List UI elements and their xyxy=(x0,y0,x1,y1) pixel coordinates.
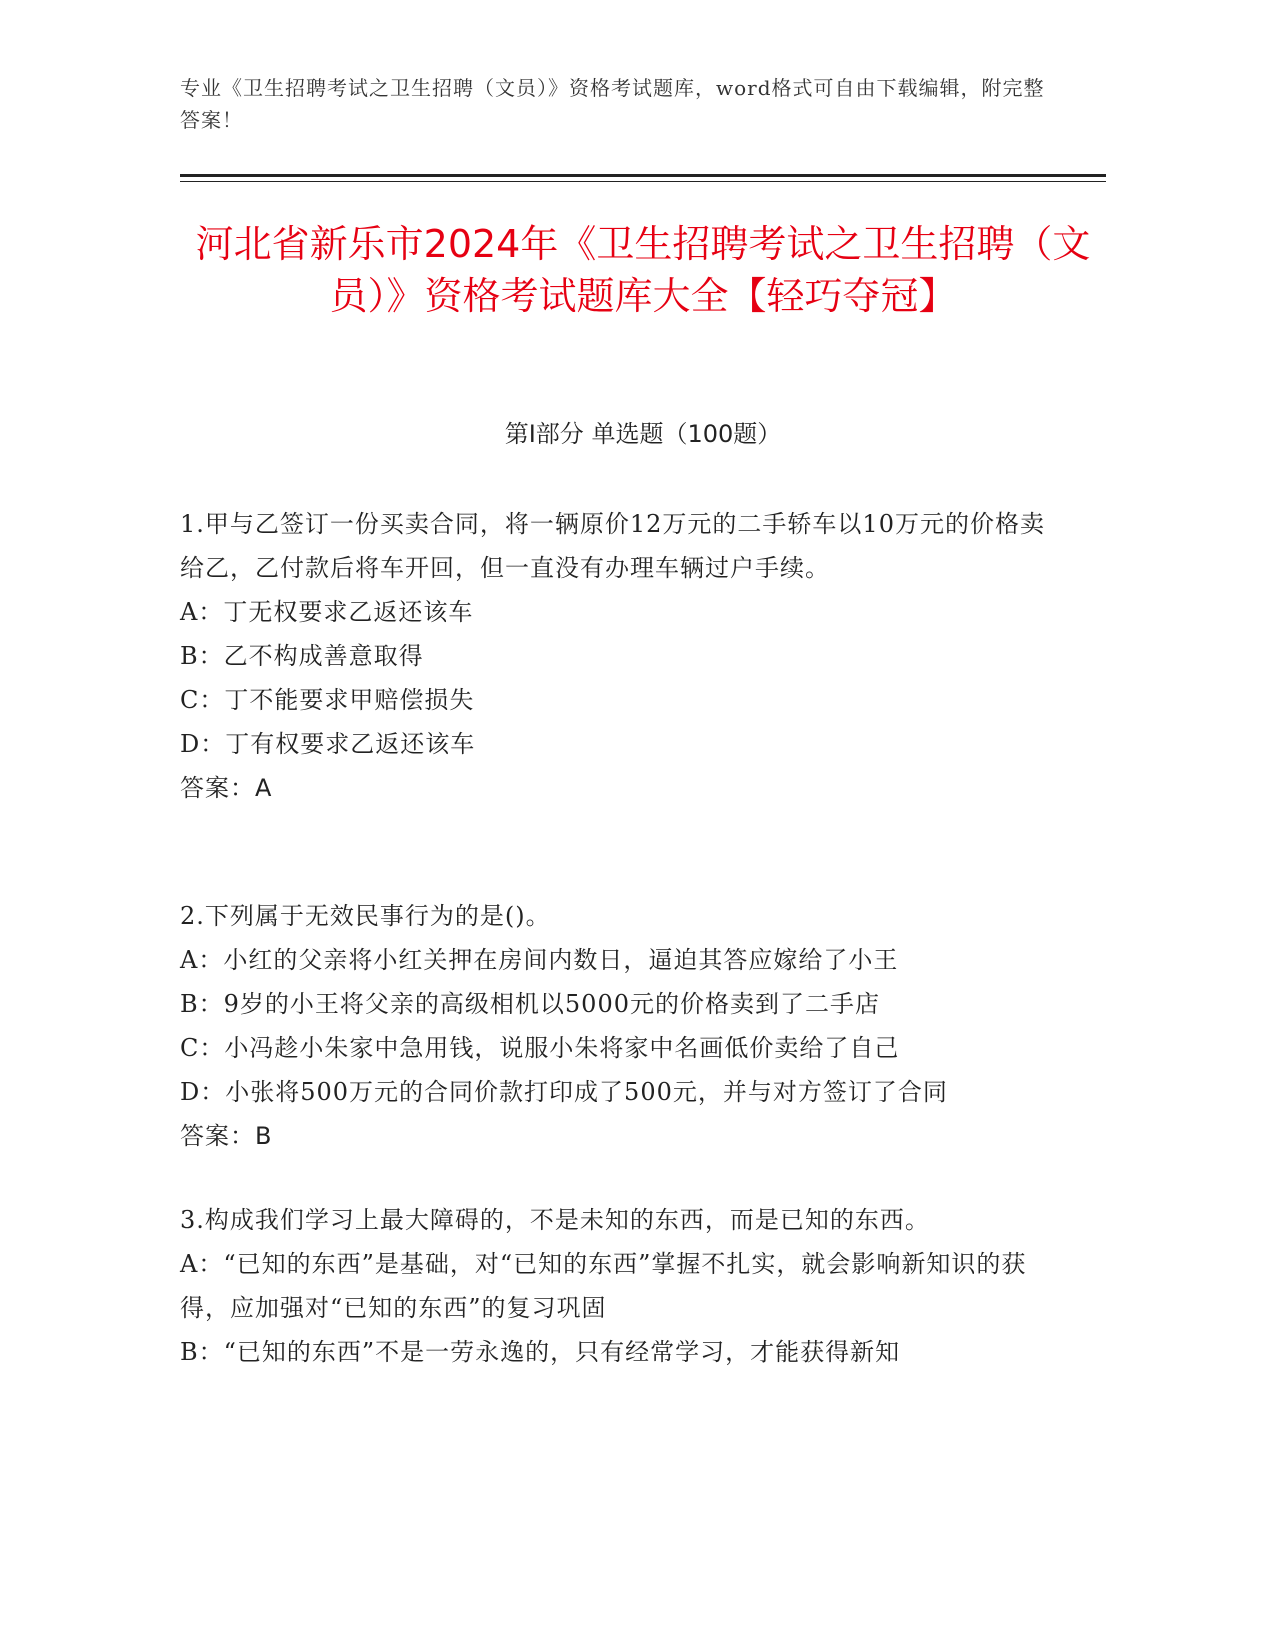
header-note: 专业《卫生招聘考试之卫生招聘（文员）》资格考试题库，word格式可自由下载编辑，附完整答案！ xyxy=(180,76,1045,132)
question-text: 2.下列属于无效民事行为的是()。 xyxy=(180,902,551,930)
header-divider-thick xyxy=(180,174,1106,177)
option-a: A：丁无权要求乙返还该车 xyxy=(180,598,474,626)
question-text: 1.甲与乙签订一份买卖合同，将一辆原价12万元的二手轿车以10万元的价格卖给乙，乙付款后将车开回，但一直没有办理车辆过户手续。 xyxy=(180,510,1045,582)
option-b: B：乙不构成善意取得 xyxy=(180,642,424,670)
option-b: B：“已知的东西”不是一劳永逸的，只有经常学习，才能获得新知 xyxy=(180,1338,901,1366)
answer-text: 答案：B xyxy=(180,1122,273,1150)
question-2 xyxy=(180,894,1060,1158)
option-d: D：丁有权要求乙返还该车 xyxy=(180,730,476,758)
option-c: C：小冯趁小朱家中急用钱，说服小朱将家中名画低价卖给了自己 xyxy=(180,1034,900,1062)
section-title: 第I部分 单选题（100题） xyxy=(504,420,782,448)
option-c: C：丁不能要求甲赔偿损失 xyxy=(180,686,475,714)
header-divider-thin xyxy=(180,181,1106,182)
option-d: D：小张将500万元的合同价款打印成了500元，并与对方签订了合同 xyxy=(180,1078,948,1106)
question-1 xyxy=(180,502,1060,810)
question-text: 3.构成我们学习上最大障碍的，不是未知的东西，而是已知的东西。 xyxy=(180,1206,930,1234)
document-title: 河北省新乐市2024年《卫生招聘考试之卫生招聘（文员）》资格考试题库大全【轻巧夺冠】 xyxy=(195,222,1091,318)
option-a: A：小红的父亲将小红关押在房间内数日，逼迫其答应嫁给了小王 xyxy=(180,946,899,974)
question-3 xyxy=(180,1198,1060,1374)
answer-text: 答案：A xyxy=(180,774,273,802)
option-a: A：“已知的东西”是基础，对“已知的东西”掌握不扎实，就会影响新知识的获得，应加强对“已知的东西”的复习巩固 xyxy=(180,1250,1027,1322)
option-b: B：9岁的小王将父亲的高级相机以5000元的价格卖到了二手店 xyxy=(180,990,880,1018)
